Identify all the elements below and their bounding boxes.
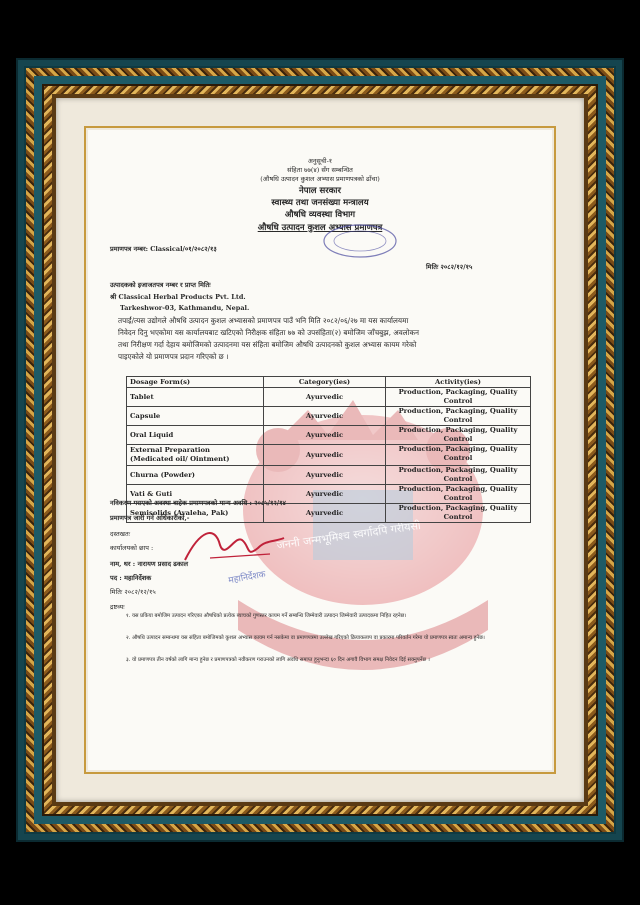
cell-dosage: Vati & Guti [127,485,264,504]
license-label: उत्पादकको इजाजतपत्र नम्बर र प्राप्त मितिः [110,281,211,289]
cell-category: Ayurvedic [264,407,386,426]
header-line3: (औषधि उत्पादन कुशल अभ्यास प्रमाणपत्रको ढाँचा) [260,175,380,183]
cell-dosage-line2: (Medicated oil/ Ointment) [130,455,230,463]
table-row [127,407,531,426]
issuer-post: पद : महानिर्देशक [110,574,152,582]
header-line2: संहिता ७७(४) सँग सम्बन्धित [287,166,353,174]
issuer-name: नाम, थर : नारायण प्रसाद ढकाल [110,560,189,568]
note-item-2: २. औषधि उत्पादन सम्बन्धमा यस संहिता बमोजिमको कुशल अभ्यास कायम गर्न नसकेमा वा प्रमाणपत्रमा उल्लेख गरिएको क्रियाकलाप वा प्रकारमा परिवर्तन गरेमा यो प्रमाणपत्र स्वतः अमान्य हुनेछ। [126,635,485,641]
government-name: नेपाल सरकार [299,186,341,196]
signature-label: दस्तखतः [110,530,131,538]
department-name: औषधि व्यवस्था विभाग [284,210,356,220]
issuer-date: मितिः २०८२/१२/१५ [110,588,156,596]
certificate-paper [88,130,552,770]
body-line-1: तपाईं/त्यस उद्योगले औषधि उत्पादन कुशल अभ्यासको प्रमाणपत्र पाउँ भनि मिति २०८२/०६/२७ मा यस कार्यालयमा [118,316,409,325]
notes-heading: द्रष्टव्यः [110,603,125,611]
cell-activity: Production, Packaging, Quality Control [386,504,531,523]
table-row [127,388,531,407]
table-row [127,466,531,485]
cell-activity: Production, Packaging, Quality Control [386,466,531,485]
body-line-4: पाइएकोले यो प्रमाणपत्र प्रदान गरिएको छ । [118,352,229,361]
department-stamp [320,222,400,260]
certificate-number: प्रमाणपत्र नम्बर: Classical/०१/२०८२/१३ [110,245,217,253]
cell-activity: Production, Packaging, Quality Control [386,388,531,407]
cell-activity: Production, Packaging, Quality Control [386,485,531,504]
col-header-dosage: Dosage Form(s) [127,377,264,388]
validity-line: नविकरण गराएको अवस्था बाहेक प्रमाणपत्रको मान्य अवधि : २०८५/१२/१४ [110,499,286,507]
cell-activity: Production, Packaging, Quality Control [386,407,531,426]
cell-dosage [127,445,264,466]
note-item-1: १. यस प्रकिया बमोजिम उत्पादन गरिएका औषधिको प्रत्येक ब्याचको गुणस्तर कायम गर्ने सम्बन्धि जिम्मेवारी उत्पादन जिम्मेवारी उत्पादकमा निहित रहनेछ। [126,613,407,619]
table-header-row [127,377,531,388]
issue-date-top: मितिः २०८२/१२/१५ [426,263,473,271]
cell-dosage: Semisolids (Avaleha, Pak) [127,504,264,523]
certificate-title: औषधि उत्पादन कुशल अभ्यास प्रमाणपत्र [257,223,383,233]
stamp-label: कार्यालयको छाप : [110,544,154,552]
cell-category: Ayurvedic [264,426,386,445]
body-line-3: तथा निरीक्षण गर्दा देहाय बमोजिमको उत्पादनमा यस संहिता बमोजिम औषधि उत्पादनको कुशल अभ्यास कायम गरेको [118,340,417,349]
cell-category: Ayurvedic [264,445,386,466]
ministry-name: स्वास्थ्य तथा जनसंख्या मन्त्रालय [271,198,369,208]
col-header-activity: Activity(ies) [386,377,531,388]
signature [180,520,290,570]
cell-category: Ayurvedic [264,388,386,407]
header-line1: अनुसूची-१ [307,157,333,165]
seal-motto: जननी जन्मभूमिश्च स्वर्गादपि गरीयसी [275,518,422,553]
table-row [127,445,531,466]
company-name: श्री Classical Herbal Products Pvt. Ltd. [110,293,246,301]
director-general-stamp: महानिर्देशक [227,569,267,587]
cell-category: Ayurvedic [264,485,386,504]
cell-dosage: Oral Liquid [127,426,264,445]
cell-dosage-line1: External Preparation [130,446,210,454]
company-address: Tarkeshwor-03, Kathmandu, Nepal. [120,304,250,312]
table-row [127,426,531,445]
cell-dosage: Churna (Powder) [127,466,264,485]
cell-dosage: Capsule [127,407,264,426]
col-header-category: Category(ies) [264,377,386,388]
cell-activity: Production, Packaging, Quality Control [386,426,531,445]
body-line-2: निवेदन दिनु भएकोमा यस कार्यालयबाट खटिएको निरीक्षक संहिता ७७ को उपसंहिता(२) बमोजिम जाँचबुझ, अवलोकन [118,328,419,337]
issuer-heading: प्रमाणपत्र जारी गर्ने अधिकारीको,- [110,514,190,522]
cell-activity: Production, Packaging, Quality Control [386,445,531,466]
cell-dosage: Tablet [127,388,264,407]
note-item-3: ३. यो प्रमाणपत्र तीन वर्षको लागि मान्य हुनेछ र प्रमाणपत्रको नवीकरण गराउनको लागि अवधि समाप्त हुनुभन्दा ६० दिन अगावै विभाग समक्ष निवेदन दिई सक्नुपर्नेछ । [126,657,430,663]
cell-category: Ayurvedic [264,466,386,485]
cell-category: Ayurvedic [264,504,386,523]
